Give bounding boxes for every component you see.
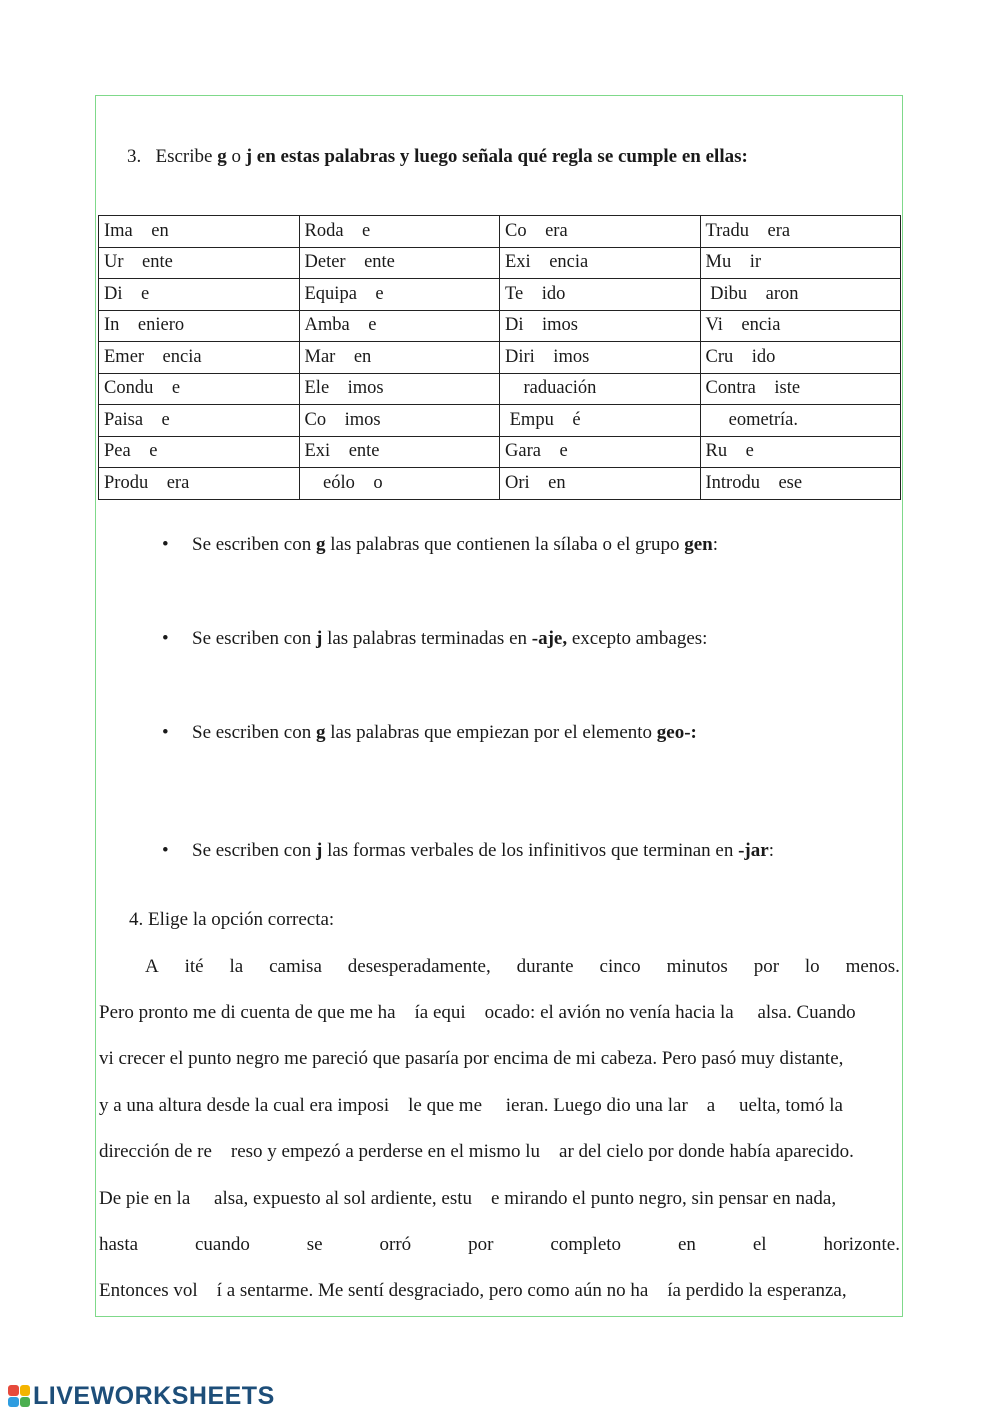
paragraph-line: vi crecer el punto negro me pareció que pasaría por encima de mi cabeza. Pero pasó muy distante,: [99, 1048, 844, 1069]
word: minutos: [666, 956, 728, 977]
word-cell[interactable]: Emer encia: [99, 342, 300, 374]
rule-text: Se escriben con: [192, 534, 316, 555]
word: la: [229, 956, 244, 977]
brand-name: LIVEWORKSHEETS: [33, 1381, 275, 1410]
word: menos.: [845, 956, 900, 977]
paragraph-line: [145, 956, 900, 978]
word-cell[interactable]: Vi encia: [700, 310, 901, 342]
bullet: •: [162, 840, 169, 861]
rule-letter: g: [315, 722, 326, 743]
word-cell[interactable]: Te ido: [500, 279, 701, 311]
word: ité: [184, 956, 204, 977]
rule-key: geo-:: [656, 722, 697, 743]
table-row: [99, 247, 901, 279]
word-cell[interactable]: Empu é: [500, 405, 701, 437]
rule-key: gen: [684, 534, 713, 555]
question-4-heading: 4. Elige la opción correcta:: [129, 909, 335, 930]
word-cell[interactable]: Contra iste: [700, 373, 901, 405]
table-row: [99, 405, 901, 437]
rule-text: :: [768, 840, 774, 861]
word-cell[interactable]: Amba e: [299, 310, 500, 342]
word-cell[interactable]: raduación: [500, 373, 701, 405]
word-cell[interactable]: Di e: [99, 279, 300, 311]
rule-letter: g: [315, 534, 326, 555]
word-cell[interactable]: Gara e: [500, 436, 701, 468]
liveworksheets-logo: [8, 1381, 275, 1411]
word-fill-table: [98, 215, 901, 500]
word-cell[interactable]: Ru e: [700, 436, 901, 468]
heading-rest: j en estas palabras y luego señala qué regla se cumple en ellas:: [245, 146, 748, 167]
word-cell[interactable]: Co era: [500, 216, 701, 248]
bullet: •: [162, 534, 169, 555]
word-cell[interactable]: Cru ido: [700, 342, 901, 374]
bullet: •: [162, 628, 169, 649]
word-cell[interactable]: Mar en: [299, 342, 500, 374]
word-cell[interactable]: eometría.: [700, 405, 901, 437]
paragraph-line: dirección de re reso y empezó a perderse en el mismo lu ar del cielo por donde había aparecido.: [99, 1141, 854, 1162]
question-3-heading: [127, 146, 748, 168]
paragraph-line: Entonces vol í a sentarme. Me sentí desgraciado, pero como aún no ha ía perdido la esperanza,: [99, 1280, 847, 1301]
word: cinco: [599, 956, 641, 977]
heading-g: g: [217, 146, 227, 167]
word-cell[interactable]: Dibu aron: [700, 279, 901, 311]
rule-text: las formas verbales de los infinitivos que terminan en: [322, 840, 739, 861]
word-cell[interactable]: Tradu era: [700, 216, 901, 248]
bullet: •: [162, 722, 169, 743]
paragraph-line: Pero pronto me di cuenta de que me ha ía equi ocado: el avión no venía hacia la alsa. Cuando: [99, 1002, 856, 1023]
rule-geo: [162, 722, 697, 744]
word-cell[interactable]: Roda e: [299, 216, 500, 248]
word-cell[interactable]: Introdu ese: [700, 468, 901, 500]
heading-prefix: Escribe: [155, 146, 218, 167]
word: A: [145, 956, 159, 977]
word-cell[interactable]: Deter ente: [299, 247, 500, 279]
rule-text: las palabras que empiezan por el elemento: [325, 722, 657, 743]
table-row: [99, 468, 901, 500]
word: por: [753, 956, 780, 977]
rule-text: Se escriben con: [192, 840, 316, 861]
word-cell[interactable]: Condu e: [99, 373, 300, 405]
word-cell[interactable]: Exi ente: [299, 436, 500, 468]
word-cell[interactable]: eólo o: [299, 468, 500, 500]
word-cell[interactable]: Ori en: [500, 468, 701, 500]
word: lo: [804, 956, 820, 977]
word-cell[interactable]: Exi encia: [500, 247, 701, 279]
table-row: [99, 436, 901, 468]
word: cuando: [194, 1234, 250, 1255]
word: durante: [516, 956, 574, 977]
rule-text: las palabras que contienen la sílaba o el grupo: [325, 534, 685, 555]
word-cell[interactable]: Di imos: [500, 310, 701, 342]
rule-text: Se escriben con: [192, 628, 316, 649]
table-row: [99, 373, 901, 405]
word-cell[interactable]: Ele imos: [299, 373, 500, 405]
rule-aje: [162, 628, 707, 650]
rule-key: -jar: [738, 840, 769, 861]
paragraph-line: y a una altura desde la cual era imposi le que me ieran. Luego dio una lar a uelta, tomó la: [99, 1095, 843, 1116]
table-row: [99, 310, 901, 342]
word: el: [752, 1234, 767, 1255]
rule-gen: [162, 534, 718, 556]
word-cell[interactable]: Ur ente: [99, 247, 300, 279]
table-row: [99, 279, 901, 311]
word: orró: [379, 1234, 412, 1255]
word: desesperadamente,: [347, 956, 491, 977]
word-cell[interactable]: Pea e: [99, 436, 300, 468]
heading-o: o: [226, 146, 246, 167]
table-row: [99, 216, 901, 248]
rule-text: excepto ambages:: [567, 628, 708, 649]
word-cell[interactable]: Produ era: [99, 468, 300, 500]
rule-key: -aje,: [531, 628, 568, 649]
logo-blocks-icon: [8, 1385, 30, 1407]
word-cell[interactable]: Diri imos: [500, 342, 701, 374]
word-cell[interactable]: In eniero: [99, 310, 300, 342]
word-cell[interactable]: Mu ir: [700, 247, 901, 279]
rule-jar: [162, 840, 774, 862]
word-cell[interactable]: Paisa e: [99, 405, 300, 437]
rule-letter: j: [315, 628, 323, 649]
word: se: [306, 1234, 323, 1255]
rule-letter: j: [315, 840, 323, 861]
paragraph-line: De pie en la alsa, expuesto al sol ardiente, estu e mirando el punto negro, sin pensar en nada,: [99, 1188, 837, 1209]
word-cell[interactable]: Co imos: [299, 405, 500, 437]
rule-text: las palabras terminadas en: [322, 628, 532, 649]
word: camisa: [269, 956, 322, 977]
word-cell[interactable]: Ima en: [99, 216, 300, 248]
word: completo: [550, 1234, 622, 1255]
word: hasta: [99, 1234, 139, 1255]
word: por: [468, 1234, 494, 1255]
word: en: [677, 1234, 696, 1255]
rule-text: Se escriben con: [192, 722, 316, 743]
table-row: [99, 342, 901, 374]
paragraph-line: [99, 1234, 900, 1256]
word-cell[interactable]: Equipa e: [299, 279, 500, 311]
question-number: 3.: [127, 146, 142, 167]
word: horizonte.: [823, 1234, 900, 1255]
rule-text: :: [712, 534, 719, 555]
